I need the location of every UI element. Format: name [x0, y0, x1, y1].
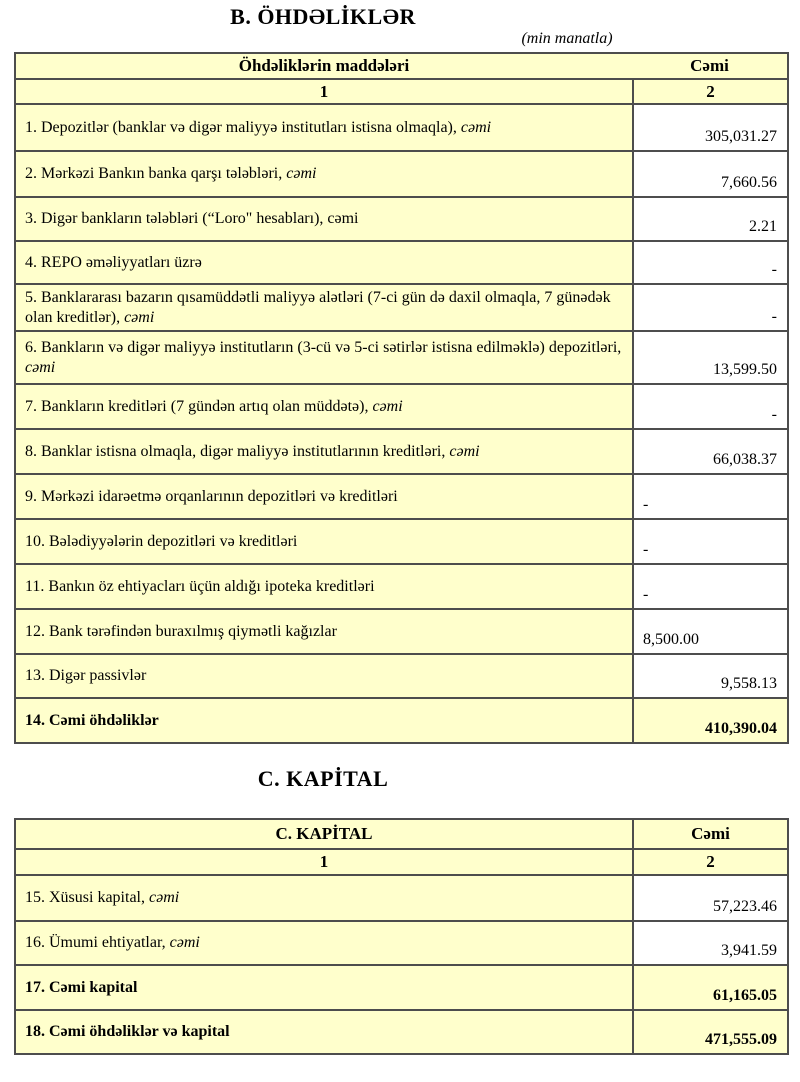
- row-value: 13,599.50: [633, 331, 788, 384]
- row-value: 8,500.00: [633, 609, 788, 654]
- total-column-header: Cəmi: [633, 819, 788, 849]
- row-label: 17. Cəmi kapital: [15, 965, 633, 1010]
- row-value: 66,038.37: [633, 429, 788, 474]
- row-label: 2. Mərkəzi Bankın banka qarşı tələbləri, cəmi: [15, 151, 633, 197]
- table-row: [15, 151, 788, 197]
- column-number-1: 1: [15, 79, 633, 104]
- row-label: 1. Depozitlər (banklar və digər maliyyə institutları istisna olmaqla), cəmi: [15, 104, 633, 151]
- row-value: 57,223.46: [633, 875, 788, 921]
- table-row: [15, 921, 788, 965]
- column-number-1: 1: [15, 849, 633, 875]
- capital-table-title: C. KAPİTAL: [15, 819, 633, 849]
- column-number-2: 2: [633, 79, 788, 104]
- row-value: 9,558.13: [633, 654, 788, 698]
- row-value: -: [633, 241, 788, 284]
- row-label: 7. Bankların kreditləri (7 gündən artıq olan müddətə), cəmi: [15, 384, 633, 429]
- row-value: 61,165.05: [633, 965, 788, 1010]
- table-row: [15, 429, 788, 474]
- liabilities-header-row: [15, 53, 788, 79]
- unit-note: (min manatla): [521, 30, 613, 47]
- row-label: 6. Bankların və digər maliyyə institutların (3-cü və 5-ci sətirlər istisna edilməklə) depozitləri, cəmi: [15, 331, 633, 384]
- row-label: 18. Cəmi öhdəliklər və kapital: [15, 1010, 633, 1054]
- total-column-header: Cəmi: [690, 56, 729, 75]
- row-label: 8. Banklar istisna olmaqla, digər maliyyə institutlarının kreditləri, cəmi: [15, 429, 633, 474]
- row-label: 13. Digər passivlər: [15, 654, 633, 698]
- table-row: [15, 284, 788, 331]
- row-value: 3,941.59: [633, 921, 788, 965]
- section-c-title: C. KAPİTAL: [257, 766, 389, 791]
- table-row: [15, 654, 788, 698]
- row-value: 305,031.27: [633, 104, 788, 151]
- items-column-header: Öhdəliklərin maddələri: [238, 56, 410, 75]
- total-liabilities-row: [15, 698, 788, 743]
- table-row: [15, 474, 788, 519]
- row-label: 10. Bələdiyyələrin depozitləri və kreditləri: [15, 519, 633, 564]
- row-label: 9. Mərkəzi idarəetmə orqanlarının depozitləri və kreditləri: [15, 474, 633, 519]
- total-liabilities-and-capital-row: [15, 1010, 788, 1054]
- row-label: 5. Banklararası bazarın qısamüddətli maliyyə alətləri (7-ci gün də daxil olmaqla, 7 günədək olan kreditlər), cəmi: [15, 284, 633, 331]
- table-row: [15, 197, 788, 241]
- row-value: 2.21: [633, 197, 788, 241]
- row-value: -: [633, 284, 788, 331]
- row-label: 11. Bankın öz ehtiyacları üçün aldığı ipoteka kreditləri: [15, 564, 633, 609]
- row-label: 16. Ümumi ehtiyatlar, cəmi: [15, 921, 633, 965]
- row-label: 12. Bank tərəfindən buraxılmış qiymətli kağızlar: [15, 609, 633, 654]
- table-row: [15, 331, 788, 384]
- row-value: 410,390.04: [633, 698, 788, 743]
- total-capital-row: [15, 965, 788, 1010]
- row-value: -: [633, 519, 788, 564]
- table-row: [15, 384, 788, 429]
- table-row: [15, 564, 788, 609]
- row-value: -: [633, 384, 788, 429]
- row-label: 14. Cəmi öhdəliklər: [15, 698, 633, 743]
- row-value: 7,660.56: [633, 151, 788, 197]
- row-value: 471,555.09: [633, 1010, 788, 1054]
- section-b-title: B. ÖHDƏLİKLƏR: [230, 4, 416, 29]
- column-number-2: 2: [633, 849, 788, 875]
- row-value: -: [633, 474, 788, 519]
- capital-header-row: [15, 819, 788, 849]
- row-label: 15. Xüsusi kapital, cəmi: [15, 875, 633, 921]
- table-row: [15, 241, 788, 284]
- table-row: [15, 875, 788, 921]
- liabilities-table: [14, 52, 789, 744]
- table-row: [15, 104, 788, 151]
- capital-table: [14, 818, 789, 1055]
- column-number-row: [15, 849, 788, 875]
- row-label: 4. REPO əməliyyatları üzrə: [15, 241, 633, 284]
- table-row: [15, 609, 788, 654]
- table-row: [15, 519, 788, 564]
- row-value: -: [633, 564, 788, 609]
- row-label: 3. Digər bankların tələbləri (“Loro" hesabları), cəmi: [15, 197, 633, 241]
- column-number-row: [15, 79, 788, 104]
